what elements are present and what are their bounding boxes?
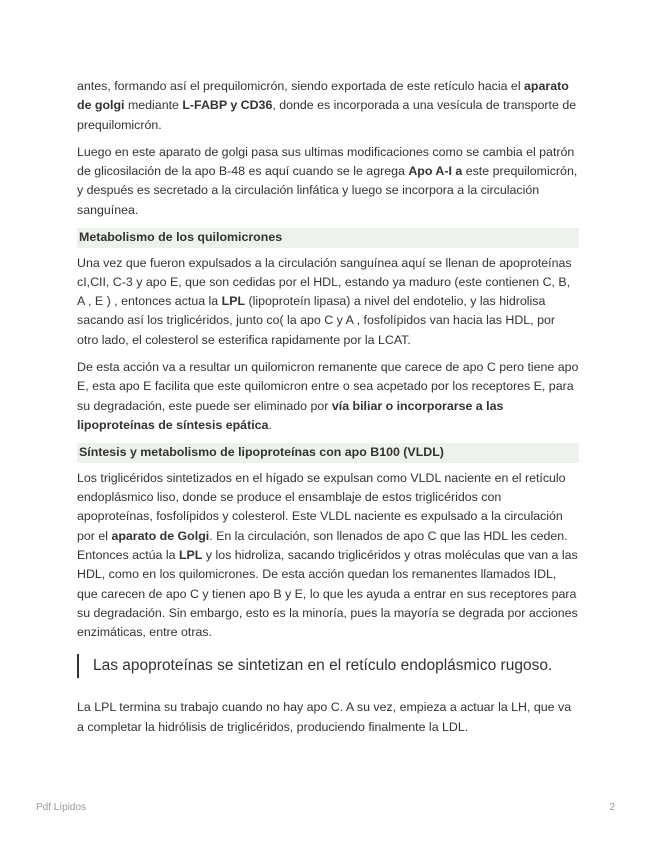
paragraph-golgi-modifications — [77, 143, 579, 220]
text-run: . En la circulación, son llenados de apo C que las HDL les ceden. Entonces actúa la — [77, 528, 568, 562]
section-heading-vldl: Síntesis y metabolismo de lipoproteínas con apo B100 (VLDL) — [77, 443, 579, 463]
paragraph-quilomicron-remnant — [77, 358, 579, 435]
blockquote: Las apoproteínas se sintetizan en el retículo endoplásmico rugoso. — [77, 654, 579, 678]
paragraph-vldl-synthesis — [77, 469, 579, 643]
bold-run: LPL — [178, 547, 203, 562]
text-run: este prequilomicrón, y después es secretado a la circulación linfática y luego se incorpora a la circulación sanguínea. — [77, 164, 578, 217]
text-run: De esta acción va a resultar un quilomicron remanente que carece de apo C pero tiene apo E, esta apo E facilita que este quilomicron entre o sea acpetado por los receptores E, para su degradación, este puede ser eliminado por — [77, 360, 579, 413]
document-body — [77, 77, 579, 745]
bold-run: aparato de golgi — [77, 79, 569, 113]
text-run: Una vez que fueron expulsados a la circulación sanguínea aquí se llenan de apoproteínas cI,CII, C-3 y apo E, que son cedidas por el HDL, estando ya maduro (este contienen C, B, A , E ) , entonces actua la — [77, 255, 572, 309]
paragraph-prequilomicron-export — [77, 77, 579, 135]
bold-run: aparato de Golgi — [111, 528, 210, 543]
bold-run: L-FABP y CD36 — [182, 98, 273, 113]
text-run: Luego en este aparato de golgi pasa sus ultimas modificaciones como se cambia el patrón de glicosilación de la apo B-48 es aquí cuando se le agrega — [77, 144, 575, 179]
bold-run: Apo A-I a — [408, 164, 463, 179]
text-run: mediante — [124, 98, 183, 113]
text-run: y los hidroliza, sacando triglicéridos y otras moléculas que van a las HDL, como en los quilomicrones. De esta acción quedan los remanentes llamados IDL, que carecen de apo C y tienen apo B y E, lo que les ayuda a entrar en sus receptores para su degradación. Sin embargo, esto es la minoría, pues la mayoría se degrada por acciones enzimáticas, entre otras. — [77, 547, 578, 640]
bold-run: vía biliar o incorporarse a las lipoproteínas de síntesis epática — [77, 398, 504, 432]
text-run: , donde es incorporada a una vesícula de transporte de prequilomicrón. — [77, 98, 577, 132]
text-run: Los triglicéridos sintetizados en el hígado se expulsan como VLDL naciente en el retículo endoplásmico liso, donde se produce el ensamblaje de estos triglicéridos con apoproteínas, fosfolípidos y colesterol. Este VLDL naciente es expulsado a la circulación por el — [77, 470, 566, 543]
text-run: antes, formando así el prequilomicrón, siendo exportada de este retículo hacia el — [77, 79, 525, 93]
paragraph-lpl-ldl: La LPL termina su trabajo cuando no hay apo C. A su vez, empieza a actuar la LH, que va a completar la hidrólisis de triglicéridos, produciendo finalmente la LDL. — [77, 700, 572, 734]
section-heading-quilomicrones: Metabolismo de los quilomicrones — [77, 228, 579, 248]
text-run: . — [268, 417, 272, 432]
footer-page-number: 2 — [609, 802, 615, 813]
text-run: (lipoproteín lipasa) a nivel del endotelio, y las hidrolisa sacando así los triglicéridos, junto co( la apo C y A , fosfolípidos van hacia las HDL, por otro lado, el colesterol se esterifica rapidamente por la LCAT. — [77, 294, 555, 347]
footer-document-title: Pdf Lípidos — [36, 802, 87, 813]
paragraph-quilomicron-metabolism — [77, 254, 579, 350]
bold-run: LPL — [221, 294, 246, 309]
